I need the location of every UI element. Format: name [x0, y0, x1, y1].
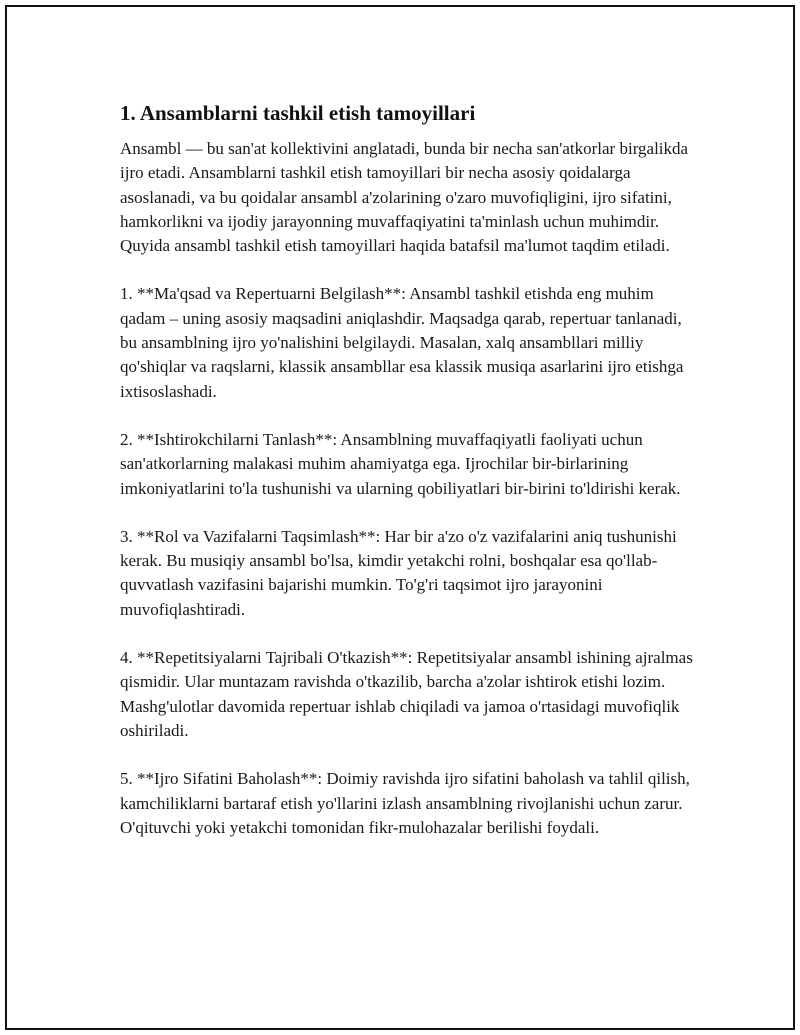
document-title: 1. Ansamblarni tashkil etish tamoyillari — [120, 101, 476, 125]
principle-paragraph-4: 4. **Repetitsiyalarni Tajribali O'tkazish**: Repetitsiyalar ansambl ishining ajralmas qismidir. Ular muntazam ravishda o'tkazilib, barcha a'zolar ishtirok etishi lozim. Mashg'ulotlar davomida repertuar ishlab chiqiladi va jamoa o'rtasidagi muvofiqlik oshiriladi. — [120, 648, 693, 740]
principle-paragraph-2: 2. **Ishtirokchilarni Tanlash**: Ansamblning muvaffaqiyatli faoliyati uchun san'atkorlarning malakasi muhim ahamiyatga ega. Ijrochilar bir-birlarining imkoniyatlarini to'la tushunishi va ularning qobiliyatlari bir-birini to'ldirishi kerak. — [120, 429, 681, 498]
principle-paragraph-1: 1. **Ma'qsad va Repertuarni Belgilash**: Ansambl tashkil etishda eng muhim qadam – uning asosiy maqsadini aniqlashdir. Maqsadga qarab, repertuar tanlanadi, bu ansamblning ijro yo'nalishini belgilaydi. Masalan, xalq ansambllari milliy qo'shiqlar va raqslarni, klassik ansambllar esa klassik musiqa asarlarini ijro etishga ixtisoslashadi. — [120, 284, 684, 401]
page-frame — [5, 5, 795, 1030]
intro-paragraph: Ansambl — bu san'at kollektivini anglatadi, bunda bir necha san'atkorlar birgalikda ijro etadi. Ansamblarni tashkil etish tamoyillari bir necha asosiy qoidalarga asoslanadi, va bu qoidalar ansambl a'zolarining o'zaro muvofiqligini, ijro sifatini, hamkorlikni va ijodiy jarayonning muvaffaqiyatini ta'minlash uchun muhimdir. Quyida ansambl tashkil etish tamoyillari haqida batafsil ma'lumot taqdim etiladi. — [120, 139, 689, 256]
document-body — [120, 99, 702, 864]
principle-paragraph-5: 5. **Ijro Sifatini Baholash**: Doimiy ravishda ijro sifatini baholash va tahlil qilish, kamchiliklarni bartaraf etish yo'llarini izlash ansamblning rivojlanishi uchun zarur. O'qituvchi yoki yetakchi tomonidan fikr-mulohazalar berilishi foydali. — [120, 769, 690, 837]
principle-paragraph-3: 3. **Rol va Vazifalarni Taqsimlash**: Har bir a'zo o'z vazifalarini aniq tushunishi kerak. Bu musiqiy ansambl bo'lsa, kimdir yetakchi rolni, boshqalar esa qo'llab-quvvatlash vazifasini bajarishi mumkin. To'g'ri taqsimot ijro jarayonini muvofiqlashtiradi. — [120, 526, 677, 619]
